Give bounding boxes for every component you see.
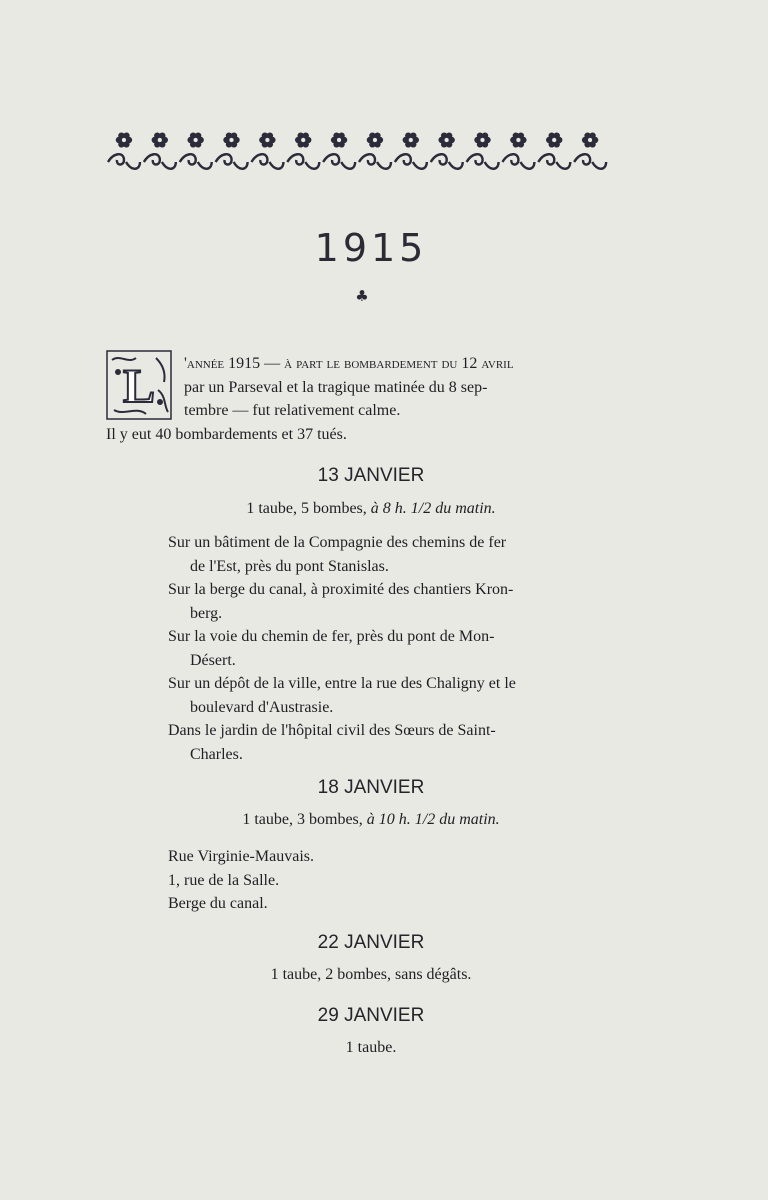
ornament-scroll bbox=[251, 154, 283, 169]
location-item: Berge du canal. bbox=[168, 895, 268, 912]
entry-date-heading: 29 JANVIER bbox=[317, 1005, 425, 1026]
ornament-scroll bbox=[144, 154, 176, 169]
ornament-scroll bbox=[395, 154, 427, 169]
ornament-center bbox=[588, 138, 592, 142]
ornament-scroll bbox=[538, 154, 570, 169]
ornament-petal bbox=[267, 132, 273, 138]
page-title: 1915 bbox=[314, 226, 428, 270]
ornament-scroll bbox=[216, 154, 248, 169]
intro-line: Il y eut 40 bombardements et 37 tués. bbox=[106, 425, 347, 443]
location-item: Sur la voie du chemin de fer, près du pont de Mon- Désert. bbox=[168, 628, 495, 669]
ornament-center bbox=[122, 138, 126, 142]
ornament-center bbox=[409, 138, 413, 142]
entry-locations bbox=[168, 845, 638, 916]
ornament-petal bbox=[231, 132, 237, 138]
location-item: 1, rue de la Salle. bbox=[168, 871, 280, 889]
entry-date-heading: 13 JANVIER bbox=[317, 465, 425, 486]
ornament-center bbox=[265, 138, 269, 142]
intro-line: tembre — fut relativement calme. bbox=[184, 402, 401, 419]
ornament-scroll bbox=[502, 154, 534, 169]
ornament-scroll bbox=[574, 154, 606, 169]
ornament-scroll bbox=[323, 154, 355, 169]
entry-date-heading: 18 JANVIER bbox=[317, 777, 425, 798]
ornament-scroll bbox=[108, 154, 140, 169]
svg-text:L: L bbox=[122, 360, 156, 413]
ornament-petal bbox=[159, 132, 165, 138]
club-ornament-icon: ♣ bbox=[355, 287, 369, 305]
entry-locations bbox=[168, 531, 638, 766]
ornament-scroll bbox=[359, 154, 391, 169]
ornament-center bbox=[516, 138, 520, 142]
location-item: Dans le jardin de l'hôpital civil des Sœurs de Saint- Charles. bbox=[168, 722, 496, 763]
ornament-petal bbox=[446, 132, 452, 138]
entry-summary: 1 taube. bbox=[345, 1039, 397, 1056]
ornament-petal bbox=[482, 132, 488, 138]
entry-summary: 1 taube, 5 bombes, à 8 h. 1/2 du matin. bbox=[246, 500, 496, 517]
ornament-center bbox=[337, 138, 341, 142]
ornament-center bbox=[158, 138, 162, 142]
ornament-center bbox=[230, 138, 234, 142]
ornament-petal bbox=[123, 132, 129, 138]
intro-line: 'année 1915 — à part le bombardement du 12 avril bbox=[184, 355, 514, 372]
location-item: Sur un bâtiment de la Compagnie des chemins de fer de l'Est, près du pont Stanislas. bbox=[168, 534, 507, 575]
ornament-center bbox=[552, 138, 556, 142]
ornament-petal bbox=[338, 132, 344, 138]
ornament-scroll bbox=[287, 154, 319, 169]
entry-summary: 1 taube, 2 bombes, sans dégâts. bbox=[270, 966, 472, 983]
entry-summary: 1 taube, 3 bombes, à 10 h. 1/2 du matin. bbox=[242, 811, 500, 828]
ornament-center bbox=[481, 138, 485, 142]
intro-line: par un Parseval et la tragique matinée du 8 sep- bbox=[184, 378, 488, 396]
location-item: Sur un dépôt de la ville, entre la rue des Chaligny et le boulevard d'Austrasie. bbox=[168, 675, 516, 716]
floral-ornament-band bbox=[106, 128, 608, 174]
location-item: Sur la berge du canal, à proximité des chantiers Kron- berg. bbox=[168, 581, 514, 622]
ornament-scroll bbox=[467, 154, 499, 169]
ornament-center bbox=[194, 138, 198, 142]
intro-paragraph bbox=[106, 352, 632, 446]
ornament-center bbox=[445, 138, 449, 142]
location-item: Rue Virginie-Mauvais. bbox=[168, 848, 314, 865]
ornament-petal bbox=[554, 132, 560, 138]
ornament-center bbox=[373, 138, 377, 142]
ornament-petal bbox=[303, 132, 309, 138]
entry-date-heading: 22 JANVIER bbox=[317, 932, 425, 953]
ornament-petal bbox=[410, 132, 416, 138]
ornament-petal bbox=[195, 132, 201, 138]
ornament-petal bbox=[589, 132, 595, 138]
ornament-scroll bbox=[180, 154, 212, 169]
ornament-petal bbox=[518, 132, 524, 138]
ornament-center bbox=[301, 138, 305, 142]
ornament-petal bbox=[374, 132, 380, 138]
ornament-scroll bbox=[431, 154, 463, 169]
